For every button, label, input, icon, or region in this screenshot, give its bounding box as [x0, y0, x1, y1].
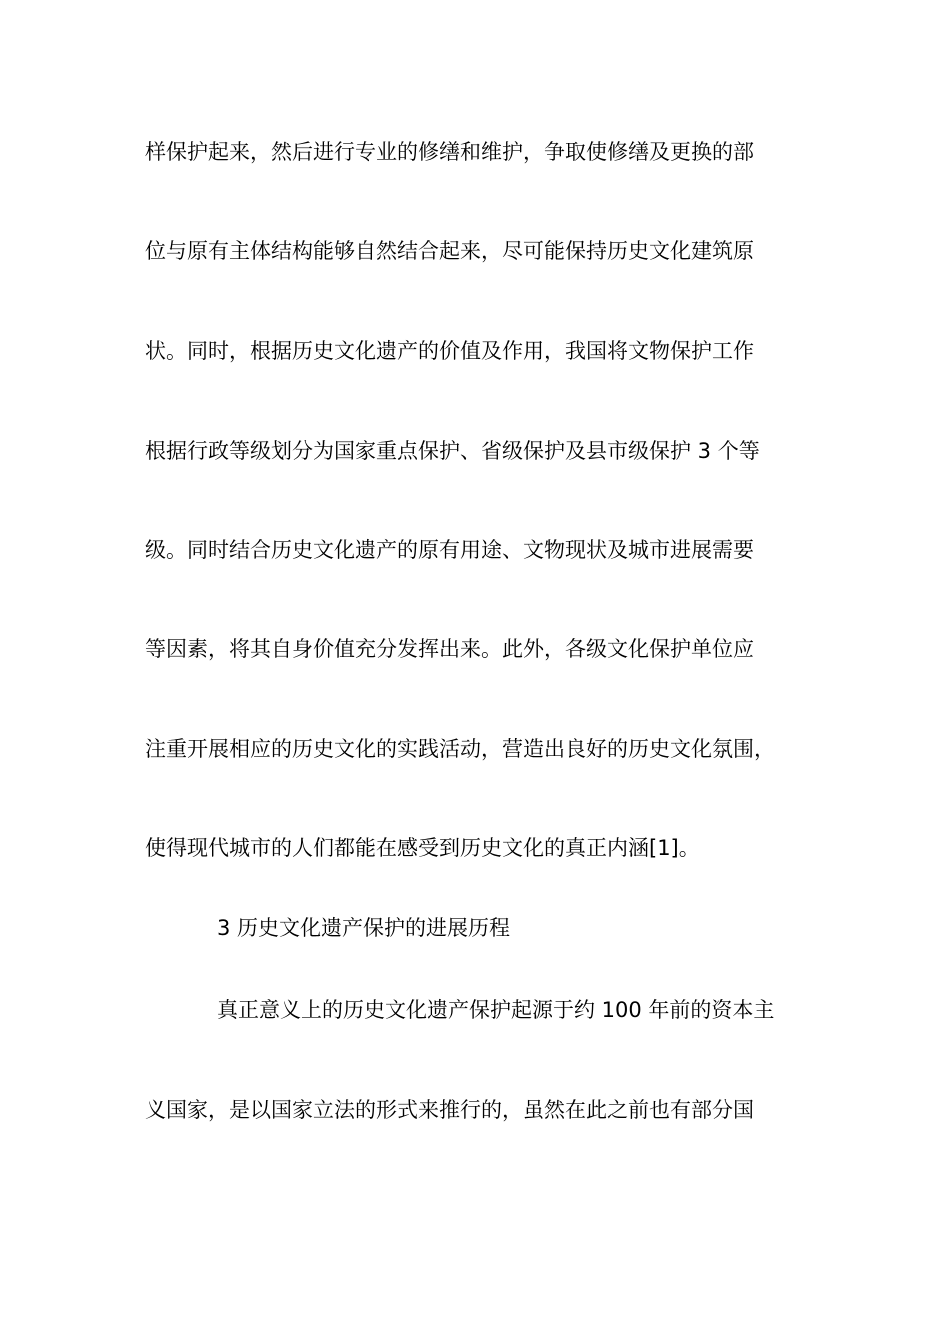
body-text-line: 位与原有主体结构能够自然结合起来，尽可能保持历史文化建筑原	[145, 239, 754, 263]
body-text-line: 使得现代城市的人们都能在感受到历史文化的真正内涵[1]。	[145, 836, 700, 860]
body-text-line: 义国家，是以国家立法的形式来推行的，虽然在此之前也有部分国	[145, 1098, 754, 1122]
body-text-line: 状。同时，根据历史文化遗产的价值及作用，我国将文物保护工作	[145, 339, 754, 363]
body-text-line: 级。同时结合历史文化遗产的原有用途、文物现状及城市进展需要	[145, 538, 754, 562]
body-text-line: 样保护起来，然后进行专业的修缮和维护，争取使修缮及更换的部	[145, 140, 754, 164]
body-text-line: 注重开展相应的历史文化的实践活动，营造出良好的历史文化氛围，	[145, 737, 775, 761]
body-text-line: 真正意义上的历史文化遗产保护起源于约 100 年前的资本主	[217, 998, 775, 1022]
body-text-line: 等因素，将其自身价值充分发挥出来。此外，各级文化保护单位应	[145, 637, 754, 661]
section-heading: 3 历史文化遗产保护的进展历程	[217, 916, 511, 940]
body-text-line: 根据行政等级划分为国家重点保护、省级保护及县市级保护 3 个等	[145, 439, 760, 463]
